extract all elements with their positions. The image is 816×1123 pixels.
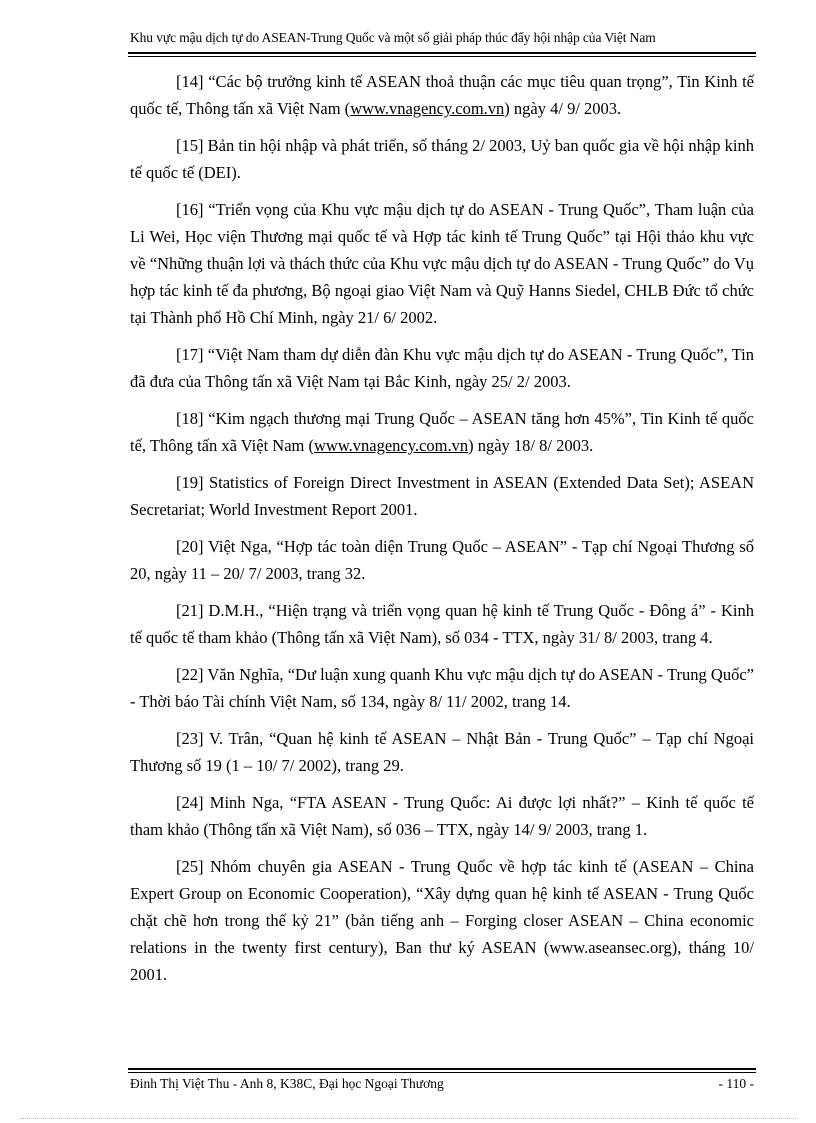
reference-item: [21] D.M.H., “Hiện trạng và triển vọng quan hệ kinh tế Trung Quốc - Đông á” - Kinh tế quốc tế tham khảo (Thông tấn xã Việt Nam), số 034 - TTX, ngày 31/ 8/ 2003, trang 4. (130, 601, 754, 647)
footer-rule (128, 1068, 756, 1070)
reference-item: [20] Việt Nga, “Hợp tác toàn diện Trung Quốc – ASEAN” - Tạp chí Ngoại Thương số 20, ngày 11 – 20/ 7/ 2003, trang 32. (130, 537, 754, 583)
page-bottom-border (20, 1118, 796, 1119)
reference-item: [22] Văn Nghĩa, “Dư luận xung quanh Khu vực mậu dịch tự do ASEAN - Trung Quốc” - Thời báo Tài chính Việt Nam, số 134, ngày 8/ 11/ 2002, trang 14. (130, 665, 754, 711)
reference-list (130, 68, 754, 998)
reference-link[interactable]: www.vnagency.com.vn (350, 99, 505, 118)
reference-item: [16] “Triển vọng của Khu vực mậu dịch tự do ASEAN - Trung Quốc”, Tham luận của Li Wei, Học viện Thương mại quốc tế và Hợp tác kinh tế Trung Quốc” tại Hội thảo khu vực về “Những thuận lợi và thách thức của Khu vực mậu dịch tự do ASEAN - Trung Quốc” do Vụ hợp tác kinh tế đa phương, Bộ ngoại giao Việt Nam và Quỹ Hanns Siedel, CHLB Đức tổ chức tại Thành phố Hồ Chí Minh, ngày 21/ 6/ 2002. (130, 200, 754, 327)
reference-item: [25] Nhóm chuyên gia ASEAN - Trung Quốc về hợp tác kinh tế (ASEAN – China Expert Group on Economic Cooperation), “Xây dựng quan hệ kinh tế ASEAN - Trung Quốc chặt chẽ hơn trong thế kỷ 21” (bản tiếng anh – Forging closer ASEAN – China economic relations in the twenty first century), Ban thư ký ASEAN (www.aseansec.org), tháng 10/ 2001. (130, 857, 754, 984)
reference-item: [24] Minh Nga, “FTA ASEAN - Trung Quốc: Ai được lợi nhất?” – Kinh tế quốc tế tham khảo (Thông tấn xã Việt Nam), số 036 – TTX, ngày 14/ 9/ 2003, trang 1. (130, 793, 754, 839)
reference-item: [18] “Kim ngạch thương mại Trung Quốc – ASEAN tăng hơn 45%”, Tin Kinh tế quốc tế, Thông tấn xã Việt Nam (www.vnagency.com.vn) ngày 18/ 8/ 2003. (130, 409, 754, 455)
reference-item: [23] V. Trân, “Quan hệ kinh tế ASEAN – Nhật Bản - Trung Quốc” – Tạp chí Ngoại Thương số 19 (1 – 10/ 7/ 2002), trang 29. (130, 729, 754, 775)
reference-item: [17] “Việt Nam tham dự diễn đàn Khu vực mậu dịch tự do ASEAN - Trung Quốc”, Tin đã đưa của Thông tấn xã Việt Nam tại Bắc Kinh, ngày 25/ 2/ 2003. (130, 345, 754, 391)
reference-item: [19] Statistics of Foreign Direct Investment in ASEAN (Extended Data Set); ASEAN Secretariat; World Investment Report 2001. (130, 473, 754, 519)
header-rule-thin (128, 56, 756, 57)
footer-rule-thin (128, 1072, 756, 1073)
header-rule (128, 52, 756, 54)
reference-item: [15] Bản tin hội nhập và phát triển, số tháng 2/ 2003, Uỷ ban quốc gia về hội nhập kinh tế quốc tế (DEI). (130, 136, 754, 182)
reference-item: [14] “Các bộ trưởng kinh tế ASEAN thoả thuận các mục tiêu quan trọng”, Tin Kinh tế quốc tế, Thông tấn xã Việt Nam (www.vnagency.com.vn) ngày 4/ 9/ 2003. (130, 72, 754, 118)
running-header: Khu vực mậu dịch tự do ASEAN-Trung Quốc và một số giải pháp thúc đẩy hội nhập của Việt Nam (130, 30, 656, 45)
reference-link[interactable]: www.vnagency.com.vn (313, 436, 469, 455)
page-number: - 110 - (718, 1076, 754, 1091)
footer-author: Đinh Thị Việt Thu - Anh 8, K38C, Đại học Ngoại Thương (130, 1076, 444, 1091)
